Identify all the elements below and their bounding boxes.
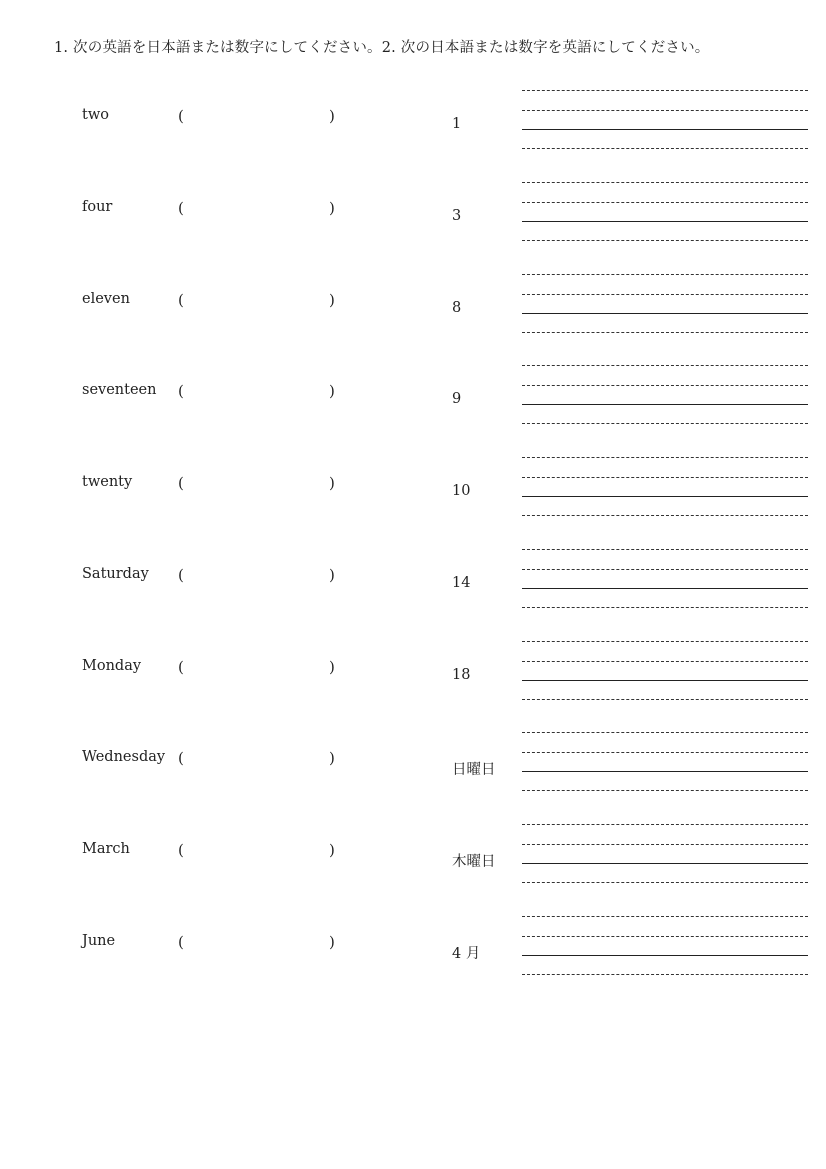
english-writing-row-2 xyxy=(440,182,810,244)
guide-top-dashed xyxy=(522,182,808,183)
translate-row-6 xyxy=(0,566,420,590)
prompt-label: 3 xyxy=(452,208,462,224)
prompt-label: 4 月 xyxy=(452,946,481,962)
guide-bottom-dashed xyxy=(522,423,808,424)
guide-top-dashed xyxy=(522,641,808,642)
open-paren: ( xyxy=(178,933,184,951)
guide-bottom-dashed xyxy=(522,148,808,149)
english-writing-row-4 xyxy=(440,365,810,427)
answer-blank[interactable] xyxy=(190,562,326,586)
handwriting-guide[interactable] xyxy=(522,365,808,427)
english-writing-row-8 xyxy=(440,732,810,794)
guide-top-dashed xyxy=(522,916,808,917)
close-paren: ) xyxy=(329,291,335,309)
close-paren: ) xyxy=(329,382,335,400)
guide-baseline xyxy=(522,680,808,681)
guide-mid-dashed xyxy=(522,294,808,295)
guide-top-dashed xyxy=(522,90,808,91)
guide-baseline xyxy=(522,404,808,405)
instruction-part-1: 1. 次の英語を日本語または数字にしてください。 xyxy=(54,40,382,56)
close-paren: ) xyxy=(329,199,335,217)
answer-blank[interactable] xyxy=(190,745,326,769)
open-paren: ( xyxy=(178,382,184,400)
answer-blank[interactable] xyxy=(190,103,326,127)
close-paren: ) xyxy=(329,749,335,767)
guide-bottom-dashed xyxy=(522,332,808,333)
guide-bottom-dashed xyxy=(522,790,808,791)
answer-blank[interactable] xyxy=(190,378,326,402)
close-paren: ) xyxy=(329,107,335,125)
prompt-label: 18 xyxy=(452,667,471,683)
guide-top-dashed xyxy=(522,274,808,275)
prompt-label: 日曜日 xyxy=(452,762,496,778)
guide-baseline xyxy=(522,129,808,130)
handwriting-guide[interactable] xyxy=(522,274,808,336)
english-word: seventeen xyxy=(82,382,157,398)
english-word: March xyxy=(82,841,130,857)
guide-bottom-dashed xyxy=(522,515,808,516)
handwriting-guide[interactable] xyxy=(522,916,808,978)
guide-baseline xyxy=(522,496,808,497)
guide-bottom-dashed xyxy=(522,882,808,883)
english-writing-row-6 xyxy=(440,549,810,611)
guide-top-dashed xyxy=(522,365,808,366)
handwriting-guide[interactable] xyxy=(522,732,808,794)
handwriting-guide[interactable] xyxy=(522,824,808,886)
translate-row-2 xyxy=(0,199,420,223)
prompt-label: 8 xyxy=(452,300,462,316)
guide-bottom-dashed xyxy=(522,974,808,975)
guide-baseline xyxy=(522,221,808,222)
open-paren: ( xyxy=(178,566,184,584)
guide-baseline xyxy=(522,771,808,772)
guide-mid-dashed xyxy=(522,110,808,111)
translate-row-5 xyxy=(0,474,420,498)
english-writing-row-5 xyxy=(440,457,810,519)
guide-baseline xyxy=(522,955,808,956)
prompt-label: 9 xyxy=(452,391,462,407)
english-word: four xyxy=(82,199,113,215)
handwriting-guide[interactable] xyxy=(522,182,808,244)
english-writing-row-10 xyxy=(440,916,810,978)
english-writing-row-3 xyxy=(440,274,810,336)
prompt-label: 1 xyxy=(452,116,462,132)
guide-top-dashed xyxy=(522,732,808,733)
translate-row-10 xyxy=(0,933,420,957)
handwriting-guide[interactable] xyxy=(522,90,808,152)
guide-mid-dashed xyxy=(522,569,808,570)
guide-top-dashed xyxy=(522,457,808,458)
prompt-label: 14 xyxy=(452,575,471,591)
guide-mid-dashed xyxy=(522,844,808,845)
english-word: eleven xyxy=(82,291,130,307)
guide-mid-dashed xyxy=(522,936,808,937)
translate-row-7 xyxy=(0,658,420,682)
worksheet-instructions xyxy=(54,36,710,57)
handwriting-guide[interactable] xyxy=(522,641,808,703)
answer-blank[interactable] xyxy=(190,837,326,861)
guide-bottom-dashed xyxy=(522,699,808,700)
english-word: twenty xyxy=(82,474,133,490)
answer-blank[interactable] xyxy=(190,929,326,953)
answer-blank[interactable] xyxy=(190,195,326,219)
english-word: Wednesday xyxy=(82,749,166,765)
guide-mid-dashed xyxy=(522,752,808,753)
open-paren: ( xyxy=(178,749,184,767)
english-word: Monday xyxy=(82,658,142,674)
guide-top-dashed xyxy=(522,824,808,825)
guide-top-dashed xyxy=(522,549,808,550)
open-paren: ( xyxy=(178,199,184,217)
instruction-part-2: 2. 次の日本語または数字を英語にしてください。 xyxy=(381,40,710,56)
answer-blank[interactable] xyxy=(190,470,326,494)
handwriting-guide[interactable] xyxy=(522,549,808,611)
open-paren: ( xyxy=(178,658,184,676)
guide-mid-dashed xyxy=(522,477,808,478)
handwriting-guide[interactable] xyxy=(522,457,808,519)
close-paren: ) xyxy=(329,933,335,951)
guide-baseline xyxy=(522,588,808,589)
open-paren: ( xyxy=(178,107,184,125)
translate-row-3 xyxy=(0,291,420,315)
prompt-label: 10 xyxy=(452,483,471,499)
guide-mid-dashed xyxy=(522,202,808,203)
guide-mid-dashed xyxy=(522,661,808,662)
close-paren: ) xyxy=(329,566,335,584)
guide-bottom-dashed xyxy=(522,607,808,608)
translate-row-9 xyxy=(0,841,420,865)
close-paren: ) xyxy=(329,841,335,859)
translate-row-4 xyxy=(0,382,420,406)
open-paren: ( xyxy=(178,291,184,309)
english-writing-row-1 xyxy=(440,90,810,152)
guide-baseline xyxy=(522,313,808,314)
english-writing-row-7 xyxy=(440,641,810,703)
guide-baseline xyxy=(522,863,808,864)
close-paren: ) xyxy=(329,658,335,676)
answer-blank[interactable] xyxy=(190,654,326,678)
english-word: June xyxy=(82,933,116,949)
open-paren: ( xyxy=(178,841,184,859)
guide-mid-dashed xyxy=(522,385,808,386)
prompt-label: 木曜日 xyxy=(452,854,496,870)
open-paren: ( xyxy=(178,474,184,492)
close-paren: ) xyxy=(329,474,335,492)
translate-row-8 xyxy=(0,749,420,773)
guide-bottom-dashed xyxy=(522,240,808,241)
english-word: two xyxy=(82,107,109,123)
english-word: Saturday xyxy=(82,566,149,582)
translate-row-1 xyxy=(0,107,420,131)
answer-blank[interactable] xyxy=(190,287,326,311)
english-writing-row-9 xyxy=(440,824,810,886)
